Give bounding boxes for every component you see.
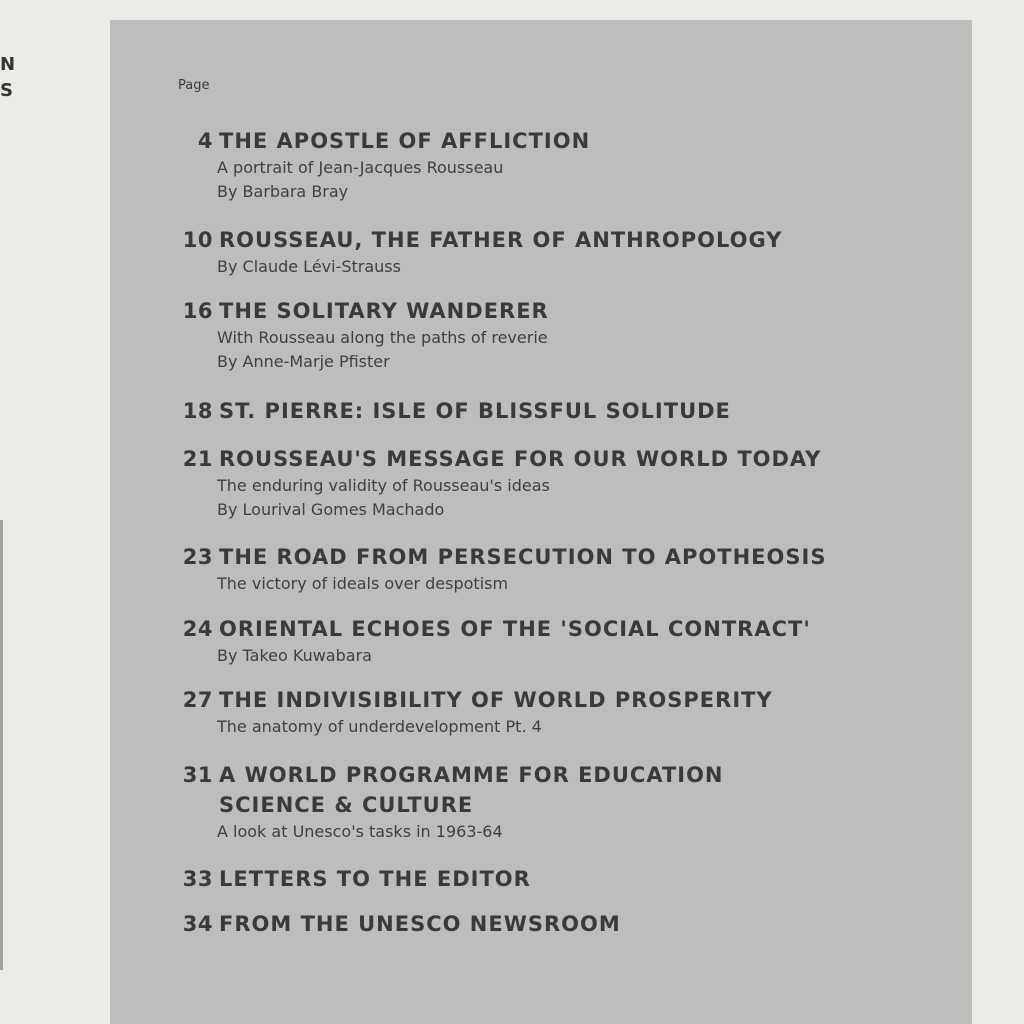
contents-entry xyxy=(172,760,952,844)
article-byline: By Barbara Bray xyxy=(217,182,349,201)
page-number: 21 xyxy=(182,447,213,471)
article-subtitle: The enduring validity of Rousseau's ideas xyxy=(217,476,550,495)
page-number: 31 xyxy=(182,763,213,787)
article-title: LETTERS TO THE EDITOR xyxy=(219,867,531,891)
article-byline: By Anne-Marje Pfister xyxy=(217,352,390,371)
contents-entry xyxy=(172,685,952,739)
article-title: THE APOSTLE OF AFFLICTION xyxy=(219,129,591,153)
contents-entry xyxy=(172,126,952,204)
edge-marks: N S xyxy=(0,54,16,101)
article-subtitle: The victory of ideals over despotism xyxy=(217,574,509,593)
page-number: 10 xyxy=(182,228,213,252)
page-number: 23 xyxy=(182,545,213,569)
article-title-line2: SCIENCE & CULTURE xyxy=(219,793,474,817)
article-title: THE SOLITARY WANDERER xyxy=(219,299,549,323)
article-title: FROM THE UNESCO NEWSROOM xyxy=(219,912,621,936)
page-number: 16 xyxy=(182,299,213,323)
page-number: 4 xyxy=(197,129,213,153)
article-title: ST. PIERRE: ISLE OF BLISSFUL SOLITUDE xyxy=(219,399,731,423)
page-column-label: Page xyxy=(178,78,210,93)
article-title: ROUSSEAU, THE FATHER OF ANTHROPOLOGY xyxy=(219,228,783,252)
page-number: 33 xyxy=(182,867,213,891)
article-byline: By Claude Lévi-Strauss xyxy=(217,257,401,276)
article-title: ORIENTAL ECHOES OF THE 'SOCIAL CONTRACT' xyxy=(219,617,811,641)
article-byline: By Takeo Kuwabara xyxy=(217,646,372,665)
page-number: 24 xyxy=(182,617,213,641)
contents-entry xyxy=(172,225,952,279)
article-subtitle: The anatomy of underdevelopment Pt. 4 xyxy=(217,717,542,736)
article-title: THE INDIVISIBILITY OF WORLD PROSPERITY xyxy=(219,688,773,712)
page-number: 34 xyxy=(182,912,213,936)
contents-entry xyxy=(172,444,952,522)
article-title: A WORLD PROGRAMME FOR EDUCATION xyxy=(219,763,724,787)
contents-entry xyxy=(172,542,952,596)
article-title: THE ROAD FROM PERSECUTION TO APOTHEOSIS xyxy=(219,545,827,569)
article-byline: By Lourival Gomes Machado xyxy=(217,500,445,519)
contents-panel xyxy=(110,20,972,1024)
page-number: 18 xyxy=(182,399,213,423)
contents-entry xyxy=(172,396,952,426)
article-subtitle: A portrait of Jean-Jacques Rousseau xyxy=(217,158,504,177)
article-subtitle: With Rousseau along the paths of reverie xyxy=(217,328,548,347)
contents-entry xyxy=(172,909,952,939)
article-subtitle: A look at Unesco's tasks in 1963-64 xyxy=(217,822,503,841)
contents-entry xyxy=(172,864,952,894)
contents-entry xyxy=(172,296,952,374)
contents-entry xyxy=(172,614,952,668)
page-edge-bar xyxy=(0,520,3,970)
article-title: ROUSSEAU'S MESSAGE FOR OUR WORLD TODAY xyxy=(219,447,822,471)
page-number: 27 xyxy=(182,688,213,712)
